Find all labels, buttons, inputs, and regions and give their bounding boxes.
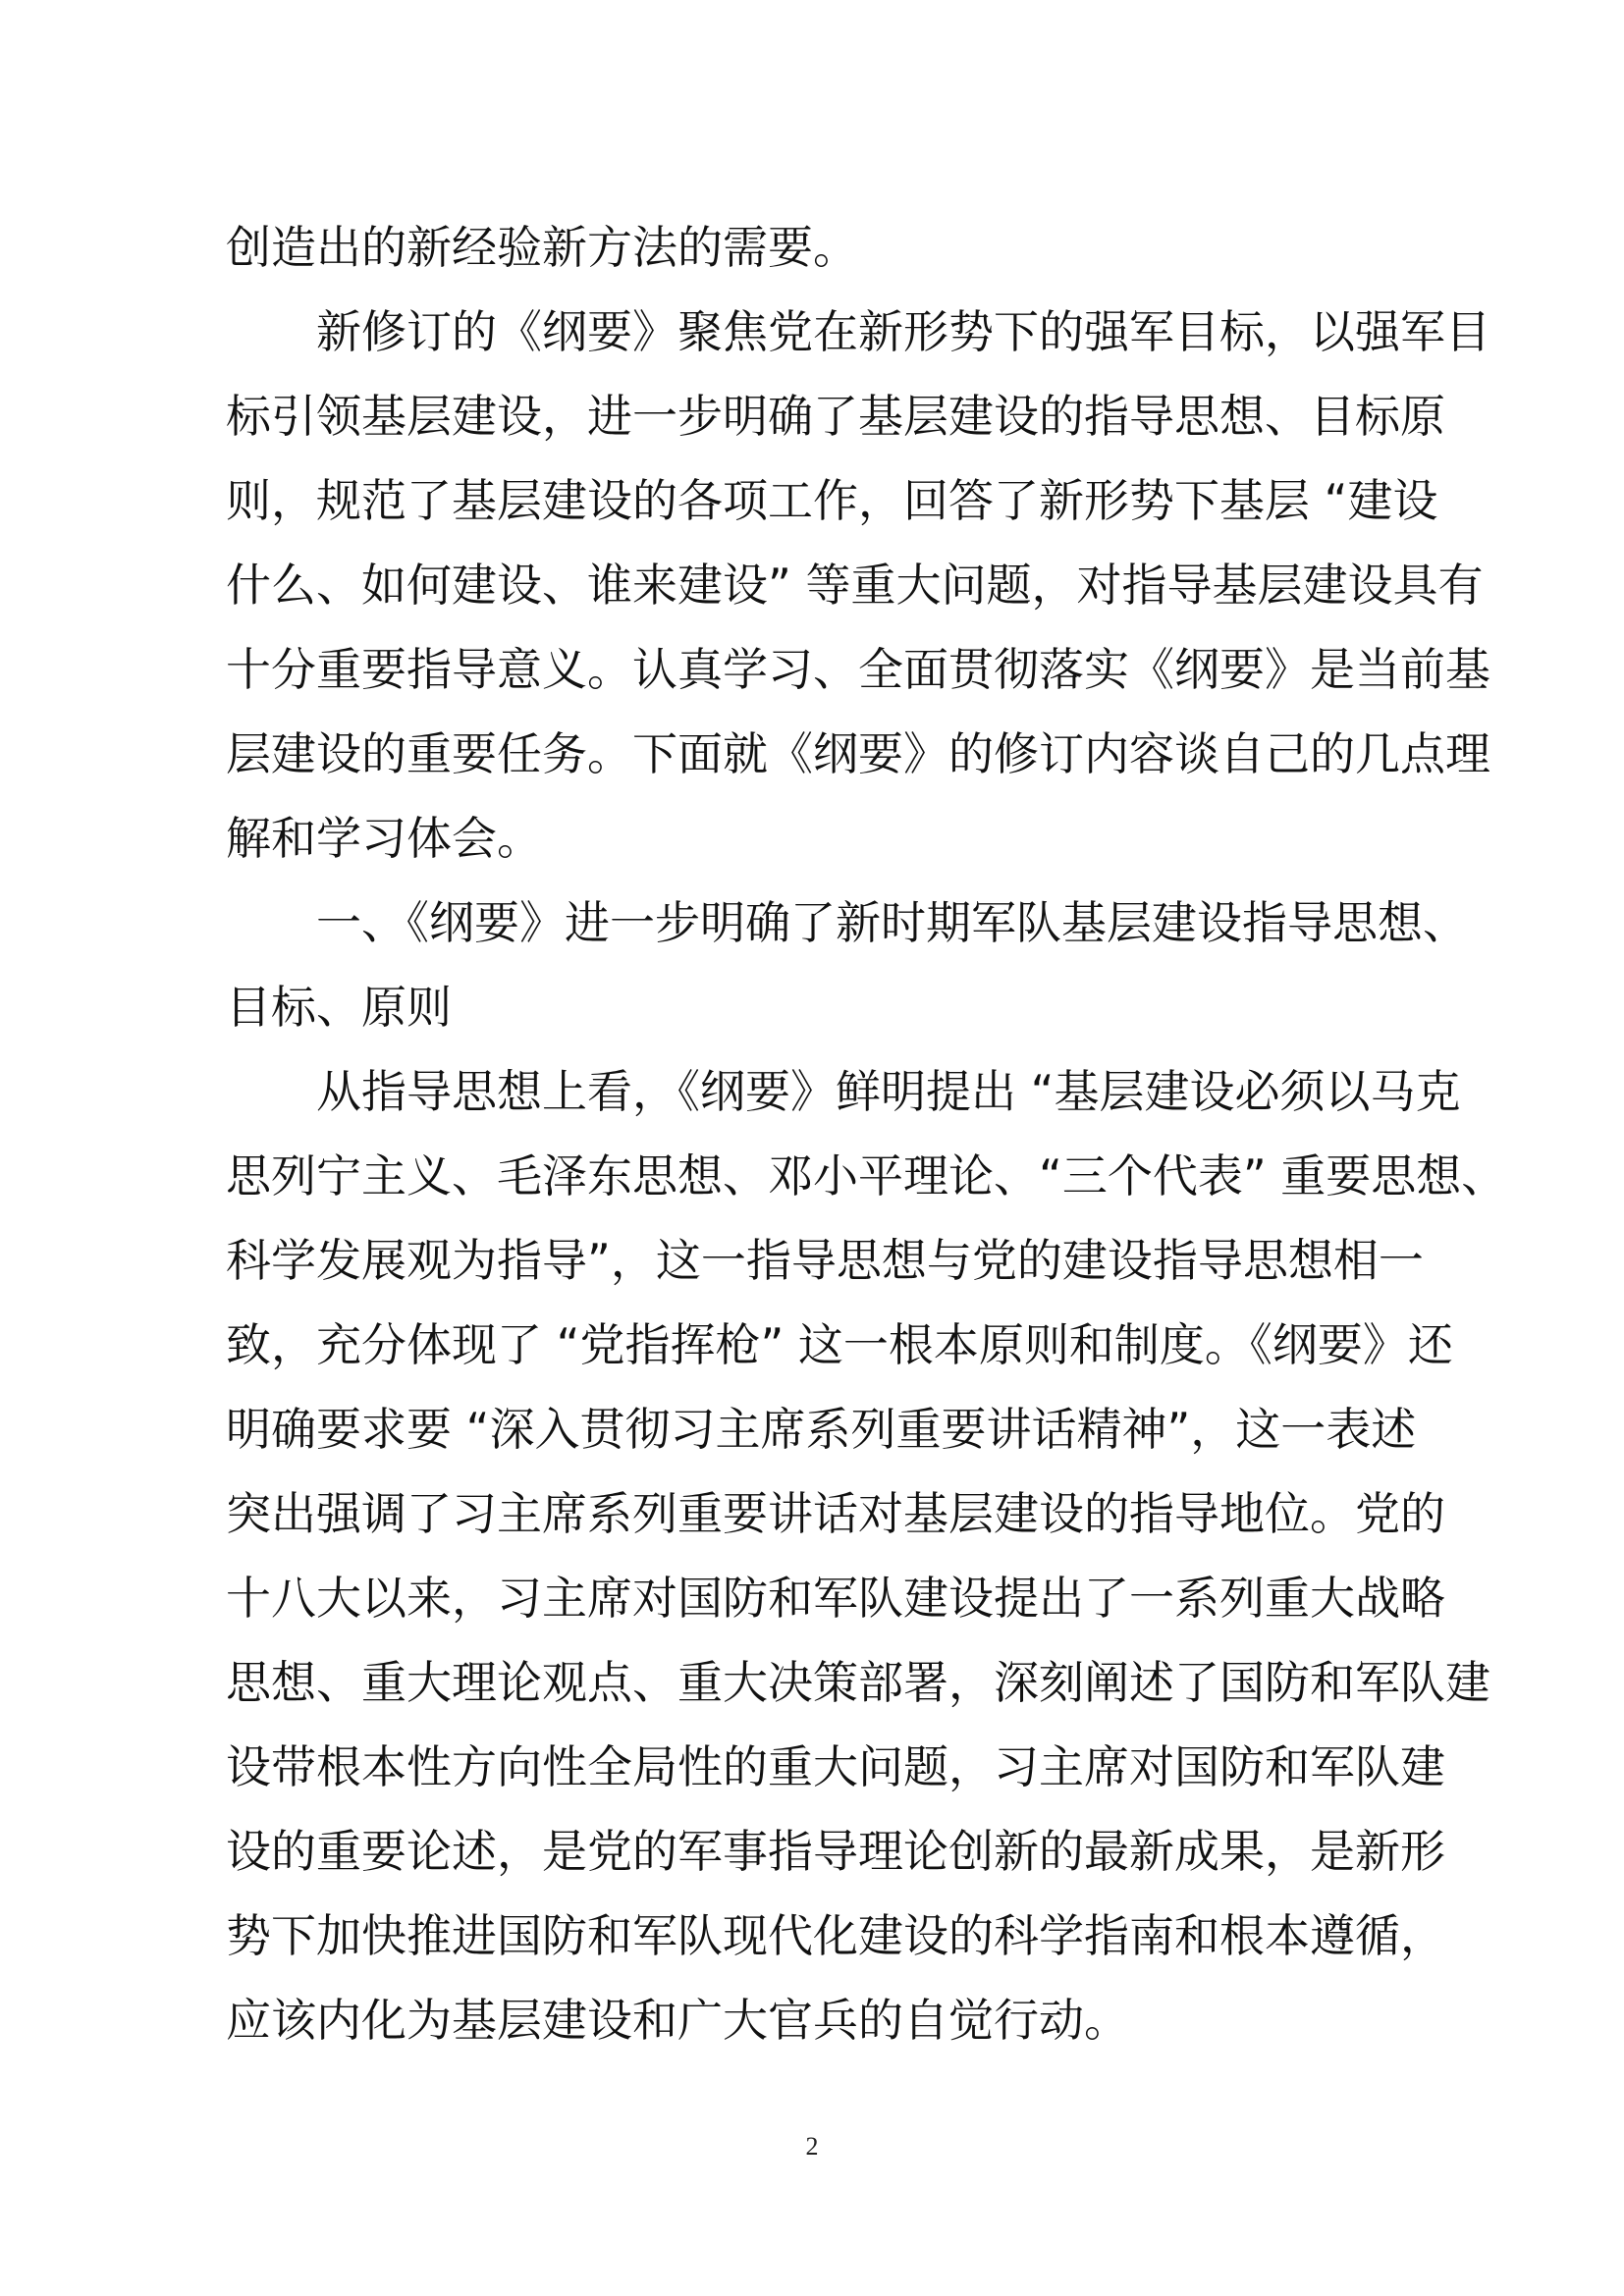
section-heading: 一、《纲要》进一步明确了新时期军队基层建设指导思想、 <box>316 896 1468 949</box>
text-line: 应该内化为基层建设和广大官兵的自觉行动。 <box>226 1994 1129 2047</box>
text-line: 创造出的新经验新方法的需要。 <box>226 221 858 274</box>
text-line: 突出强调了习主席系列重要讲话对基层建设的指导地位。党的 <box>226 1487 1445 1540</box>
text-line: 则，规范了基层建设的各项工作，回答了新形势下基层 “建设 <box>226 474 1438 527</box>
text-line: 科学发展观为指导”，这一指导思想与党的建设指导思想相一 <box>226 1234 1424 1287</box>
text-line: 十分重要指导意义。认真学习、全面贯彻落实《纲要》是当前基 <box>226 643 1490 696</box>
page-number: 2 <box>805 2132 819 2161</box>
text-line: 设的重要论述，是党的军事指导理论创新的最新成果，是新形 <box>226 1825 1445 1878</box>
text-line: 致，充分体现了 “党指挥枪” 这一根本原则和制度。《纲要》还 <box>226 1318 1453 1371</box>
text-line: 思想、重大理论观点、重大决策部署，深刻阐述了国防和军队建 <box>226 1656 1490 1709</box>
paragraph-first-line: 新修订的《纲要》聚焦党在新形势下的强军目标，以强军目 <box>316 305 1490 358</box>
paragraph-first-line: 从指导思想上看，《纲要》鲜明提出 “基层建设必须以马克 <box>316 1065 1461 1118</box>
text-line: 解和学习体会。 <box>226 812 542 865</box>
text-line: 思列宁主义、毛泽东思想、邓小平理论、“三个代表” 重要思想、 <box>226 1149 1507 1202</box>
text-line: 标引领基层建设，进一步明确了基层建设的指导思想、目标原 <box>226 390 1445 443</box>
text-line: 十八大以来，习主席对国防和军队建设提出了一系列重大战略 <box>226 1572 1445 1625</box>
text-line: 势下加快推进国防和军队现代化建设的科学指南和根本遵循， <box>226 1909 1445 1962</box>
text-line: 设带根本性方向性全局性的重大问题，习主席对国防和军队建 <box>226 1740 1445 1793</box>
text-line: 层建设的重要任务。下面就《纲要》的修订内容谈自己的几点理 <box>226 727 1490 780</box>
text-line: 什么、如何建设、谁来建设” 等重大问题，对指导基层建设具有 <box>226 559 1484 612</box>
text-line: 明确要求要 “深入贯彻习主席系列重要讲话精神”，这一表述 <box>226 1403 1417 1456</box>
section-heading-continued: 目标、原则 <box>226 981 452 1034</box>
